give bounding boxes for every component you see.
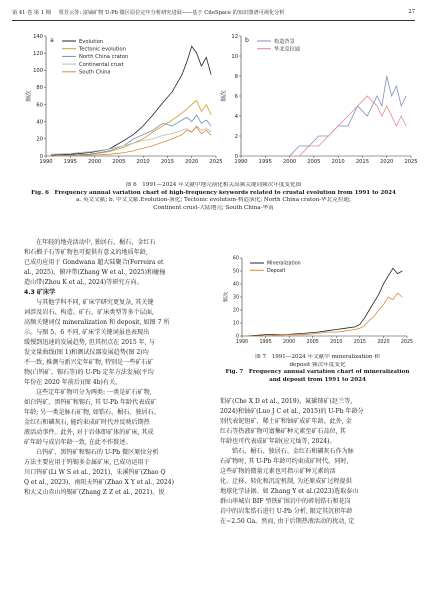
text-line: 川口钨矿(Li W S et al., 2021)、朱溪钨矿(Zhao Q (24, 469, 166, 476)
section-title: 4.3 矿床学 (24, 289, 56, 296)
x-tick-label: 2010 (136, 159, 150, 166)
x-tick-label: 2000 (282, 159, 297, 166)
fig6-note-2: Continent crust-大陆地壳; South China-华南 (153, 204, 274, 211)
text-line: 发文量曲线(图 1)和测试仪器发展趋势(图 2)均 (24, 349, 149, 356)
fig7-caption (220, 354, 415, 384)
text-line: Q et al., 2023)、南阳天钨矿(Zhao X Y et al., 2024) (24, 479, 175, 486)
panel-label: a (50, 37, 54, 45)
text-line: 已成功应用于 Gondwana 超大陆聚合(Ferreira et (24, 259, 164, 266)
fig6-caption-en: Fig. 6 Frequency annual variation chart of high-frequency keywords related to crustal evolution from 1991 to 2024 (31, 189, 396, 196)
x-tick-label: 1990 (235, 339, 249, 345)
x-tick-label: 1995 (258, 159, 272, 166)
header-title: 贾芳云等: 富铀矿物 U-Pb 微区原位定年分析研究进展——基于 CiteSpace 的知识图谱可视化分析 (58, 10, 285, 16)
y-tick-label: 20 (232, 308, 239, 314)
left-column (24, 238, 209, 498)
y-tick-label: 0 (234, 153, 238, 160)
x-tick-label: 2025 (400, 339, 414, 345)
y-tick-label: 100 (33, 68, 43, 75)
y-tick-label: 60 (36, 102, 43, 109)
text-line: 化、迁移、转化和沉淀机制, 为还原成矿过程提供 (220, 478, 352, 485)
x-tick-label: 2020 (380, 159, 394, 166)
y-tick-label: 20 (36, 136, 43, 143)
x-tick-label: 2000 (87, 159, 102, 166)
x-tick-label: 2025 (404, 159, 418, 166)
text-line: 地球化学证据。如 Zhang Y et al.(2023)选取泰山 (220, 488, 359, 495)
x-tick-label: 2025 (209, 159, 223, 166)
x-tick-label: 2015 (160, 159, 175, 166)
panel-label: b (245, 37, 249, 45)
right-column (220, 397, 415, 527)
y-tick-label: 12 (231, 33, 238, 40)
y-tick-label: 60 (232, 256, 239, 262)
x-tick-label: 1995 (259, 339, 272, 345)
series-line (51, 100, 211, 156)
text-line: 年龄; 另一类是脉石矿物, 如锆石、榍石、独居石、 (24, 409, 160, 416)
text-line: 石矿物时, 其 U-Pb 年龄可约束成矿时代。同时, (220, 458, 349, 465)
y-tick-label: 4 (234, 113, 238, 120)
text-line: 和大义山赤山坞锡矿(Zhang Z Z et al., 2021)。锐 (24, 489, 165, 496)
fig7-caption-en-2: and deposit from 1991 to 2024 (269, 376, 366, 383)
y-tick-label: 80 (36, 85, 43, 92)
series-line (51, 127, 211, 156)
legend-label: 华北克拉通 (274, 46, 300, 53)
y-axis-label: 频次 (26, 90, 33, 102)
text-line: 钼矿(Che X D et al., 2019)、氟碳铈矿(赵兰等, (220, 398, 353, 405)
y-tick-label: 0 (39, 153, 43, 160)
text-line: 2024)和铀矿(Luo J C et al., 2015)的 U-Pb 年龄分 (220, 408, 364, 415)
legend-label: Continental crust (79, 61, 124, 68)
fig6-caption-cn: 图 6 1991—2024 年文献中地壳演化相关高频关键词频次年度变化图 (125, 182, 302, 188)
chart-b (215, 30, 420, 175)
text-line: 白钨矿、黑钨矿和锡石的 U-Pb 微区原位分析 (36, 449, 159, 456)
y-tick-label: 50 (232, 269, 239, 275)
legend-label: Evolution (79, 38, 104, 45)
text-line: 词涉及岩石、构造、矿石、矿床类型等多个层面, (24, 309, 154, 316)
volume-label: 第 41 卷 第 1 期 (12, 10, 51, 16)
text-line: 岩中的岩浆锆石进行 U-Pb 分析, 限定其沉积年龄 (220, 508, 353, 515)
y-axis-label: 频次 (221, 90, 228, 102)
x-tick-label: 2000 (283, 339, 296, 345)
text-line: 金红石和磷灰石, 能约束成矿时代并反映后期热 (24, 419, 150, 426)
y-tick-label: 6 (234, 93, 238, 100)
series-line (51, 115, 211, 156)
legend-label: Mineralization (267, 261, 301, 267)
text-line: 物(白钨矿、锡石等)的 U-Pb 定年方法发展(平均 (24, 369, 154, 376)
text-line: 别代表铌钽矿、稀土矿和铀矿成矿年龄。此外, 金 (220, 418, 352, 425)
y-tick-label: 140 (33, 33, 43, 40)
text-line: 和石榴子石等矿物也可提供有意义的地质年龄, (24, 249, 148, 256)
series-line (247, 293, 403, 336)
y-tick-label: 0 (235, 334, 239, 340)
x-tick-label: 2020 (377, 339, 390, 345)
fig7-caption-cn: 图 7 1991—2024 年文献中 mineralization 和 (255, 354, 380, 360)
legend-label: North China craton (79, 54, 129, 61)
y-tick-label: 120 (33, 50, 43, 57)
fig7-caption-cn-2: deposit 频次年度变化 (289, 361, 346, 368)
x-tick-label: 2005 (306, 339, 319, 345)
text-line: al., 2025)、俯冲带(Zhang W et al., 2025)和碰撞 (24, 269, 166, 276)
legend-label: Tectonic evolution (79, 46, 126, 53)
x-tick-label: 2005 (112, 159, 126, 166)
header-rule (12, 20, 415, 21)
x-tick-label: 2005 (307, 159, 321, 166)
y-tick-label: 40 (36, 119, 43, 126)
y-tick-label: 10 (231, 53, 238, 60)
text-line: 造山带(Zhou K et al., 2024)等研究方向。 (24, 279, 143, 286)
text-line: 不一致, 推测与新兴定年矿物, 特别是一些矿石矿 (24, 359, 154, 366)
text-line: 在~2.50 Ga。然而, 由于后期热液活动的扰动, 定 (220, 518, 355, 525)
text-line: 年份在 2020 年前后)(图 4b)有关。 (24, 379, 122, 386)
legend-label: South China (79, 69, 111, 76)
fig7-caption-en: Fig. 7 Frequency annual variation chart of mineralization (225, 369, 410, 376)
text-line: 这些矿物的微量元素也可指示矿种元素的活 (220, 468, 336, 475)
chart-a (20, 30, 228, 175)
text-line: 锆石、榍石、独居石、金红石和磷灰石作为脉 (232, 448, 354, 455)
y-tick-label: 8 (234, 73, 238, 80)
text-line: 红石等热液矿物可富集矿种元素至矿石品位, 其 (220, 428, 346, 435)
y-tick-label: 40 (232, 282, 239, 288)
text-line: 缓慢到迅速的发展趋势, 但其拐点在 2015 年, 与 (24, 339, 155, 346)
text-line: 在年轻的地壳活动中, 独居石、榍石、金红石 (36, 239, 156, 246)
fig6-caption (20, 182, 407, 212)
y-tick-label: 30 (232, 295, 239, 301)
text-line: 高频关键词仅 mineralization 和 deposit, 如图 7 所 (24, 319, 170, 326)
text-line: 年龄也可代表成矿年龄(应元灿等, 2024)。 (220, 438, 336, 445)
text-line: 矿年龄与成岩年龄一致, 在此不作赘述。 (24, 439, 132, 446)
x-tick-label: 1990 (39, 159, 53, 166)
x-tick-label: 1995 (63, 159, 77, 166)
text-line: 与其他学科不同, 矿床学研究更复杂, 其关键 (36, 299, 154, 306)
x-tick-label: 2020 (185, 159, 199, 166)
text-line: 群山串城岩 BIF 型铁矿围岩中的碎屑锆石和花岗 (220, 498, 351, 505)
x-tick-label: 2015 (355, 159, 370, 166)
text-line: 这些定年矿物可分为两类: 一类是矿石矿物, (36, 389, 152, 396)
fig6-note-1: a. 英文文献; b. 中文文献.Evolution-演化; Tectonic evolution-构造演化; North China craton-华北克拉通; (76, 197, 351, 204)
series-line (51, 46, 211, 155)
text-line: 液活动事件。此外, 对于岩体即矿体的矿床, 其成 (24, 429, 154, 436)
text-line: 示。与图 5、6 不同, 矿床学关键词虽也表现出 (24, 329, 150, 336)
series-line (247, 268, 403, 336)
x-tick-label: 2010 (330, 339, 343, 345)
page-number: 27 (408, 9, 415, 15)
x-tick-label: 2015 (353, 339, 366, 345)
y-tick-label: 10 (232, 321, 239, 327)
x-tick-label: 2010 (331, 159, 345, 166)
y-tick-label: 2 (234, 133, 238, 140)
legend-label: 构造背景 (274, 38, 295, 45)
y-axis-label: 频次 (223, 291, 230, 303)
x-tick-label: 1990 (234, 159, 248, 166)
text-line: 如白钨矿、黑钨矿和锡石, 其 U-Pb 年龄代表成矿 (24, 399, 157, 406)
legend-label: Deposit (267, 268, 286, 274)
text-line: 方法主要应用于钨锡多金属矿床, 已成功运用于 (24, 459, 150, 466)
chart-fig7 (220, 254, 415, 350)
